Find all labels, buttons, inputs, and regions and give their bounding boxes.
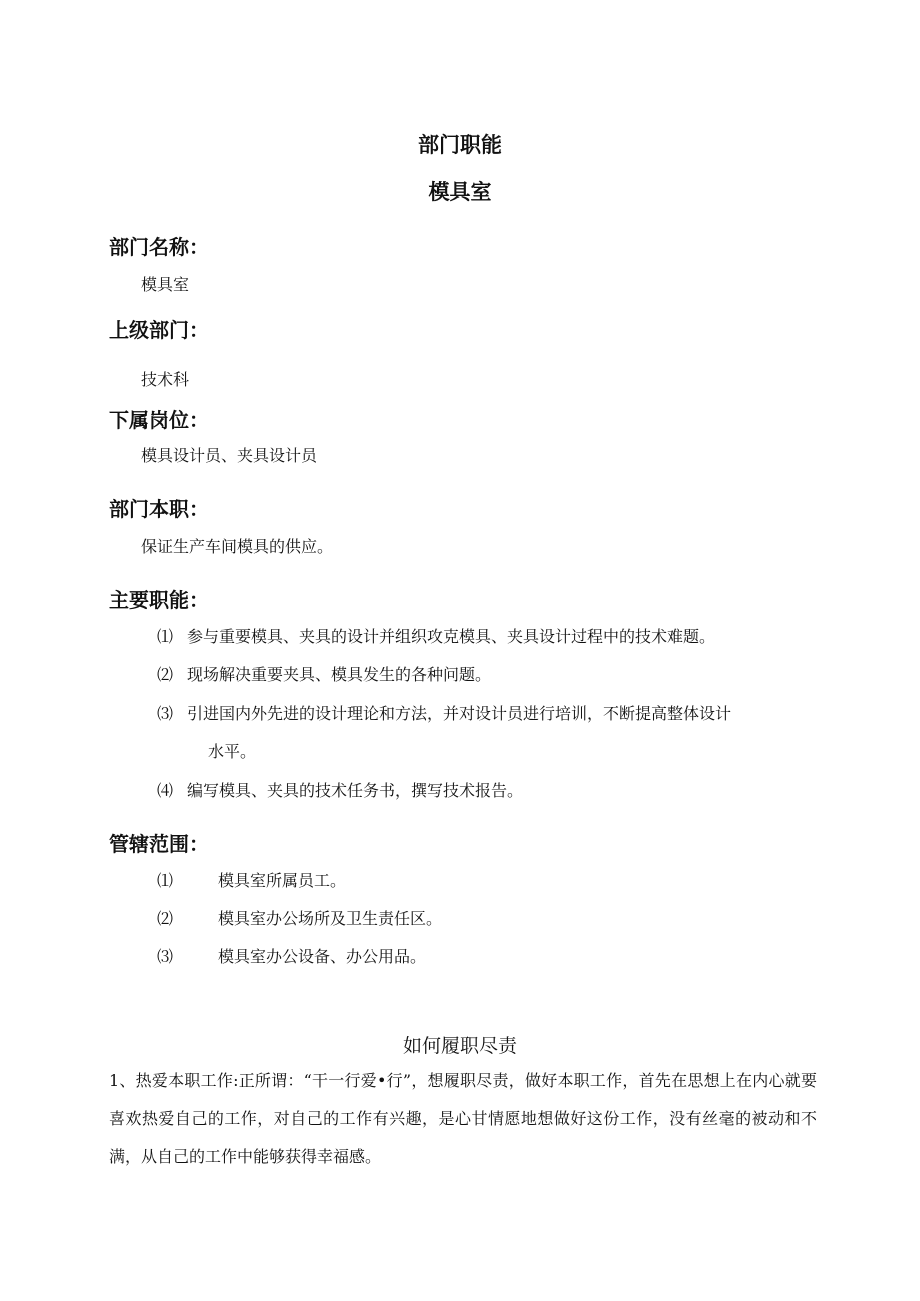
page-title: 部门职能: [418, 133, 502, 157]
item-number: ⑶: [157, 704, 174, 723]
function-item: [157, 701, 731, 724]
item-text: 模具室办公设备、办公用品。: [218, 947, 427, 966]
section-heading-dept-name: 部门名称：: [109, 235, 209, 259]
article-title: 如何履职尽责: [402, 1035, 517, 1057]
section-heading-sub-positions: 下属岗位：: [109, 408, 209, 432]
item-number: ⑶: [157, 947, 174, 966]
section-heading-dept-duty: 部门本职：: [109, 497, 209, 521]
item-text: 编写模具、夹具的技术任务书，撰写技术报告。: [187, 781, 524, 800]
scope-item: [157, 906, 442, 929]
item-text: 现场解决重要夹具、模具发生的各种问题。: [187, 665, 492, 684]
item-text: 引进国内外先进的设计理论和方法，并对设计员进行培训，不断提高整体设计: [187, 704, 732, 723]
item-text: 模具室所属员工。: [218, 871, 347, 890]
item-number: ⑵: [157, 909, 174, 928]
function-item: [157, 624, 715, 647]
section-heading-parent-dept: 上级部门：: [109, 318, 209, 342]
function-item: [157, 662, 491, 685]
scope-item: [157, 944, 426, 967]
section-heading-scope: 管辖范围：: [109, 832, 209, 856]
parent-dept-value: 技术科: [141, 370, 190, 389]
dept-name-value: 模具室: [141, 275, 190, 294]
dept-duty-value: 保证生产车间模具的供应。: [141, 537, 334, 556]
item-number: ⑴: [157, 627, 174, 646]
page-subtitle: 模具室: [428, 180, 492, 204]
item-number: ⑵: [157, 665, 174, 684]
item-text: 模具室办公场所及卫生责任区。: [218, 909, 443, 928]
section-heading-main-functions: 主要职能：: [109, 588, 209, 612]
sub-positions-value: 模具设计员、夹具设计员: [141, 446, 318, 465]
article-paragraph: 1、热爱本职工作:正所谓：“干一行爱•行”，想履职尽责，做好本职工作，首先在思想上在内心就要喜欢热爱自己的工作，对自己的工作有兴趣，是心甘情愿地想做好这份工作，没有丝毫的被动和不满，从自己的工作中能够获得幸福感。: [109, 1071, 817, 1166]
scope-item: [157, 868, 346, 891]
item-number: ⑷: [157, 781, 174, 800]
function-item-continuation: 水平。: [208, 742, 257, 761]
function-item: [157, 778, 523, 801]
item-text: 参与重要模具、夹具的设计并组织攻克模具、夹具设计过程中的技术难题。: [187, 627, 716, 646]
item-number: ⑴: [157, 871, 174, 890]
